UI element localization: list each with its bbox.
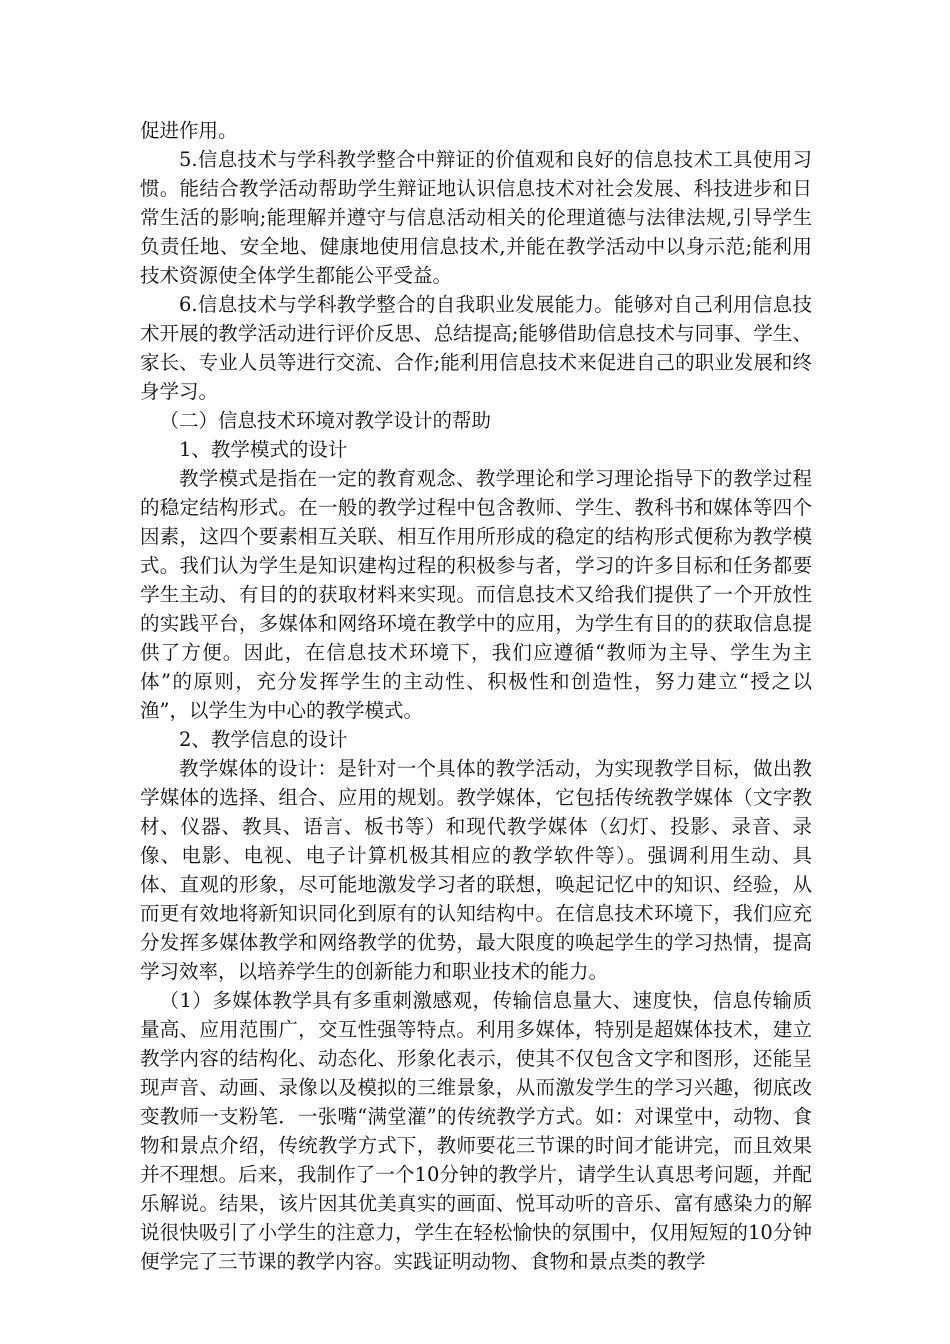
paragraph-item-5: 5.信息技术与学科教学整合中辩证的价值观和良好的信息技术工具使用习惯。能结合教学活动帮助学生辩证地认识信息技术对社会发展、科技进步和日常生活的影响;能理解并遵守与信息活动相关的伦理道德与法律法规,引导学生负责任地、安全地、健康地使用信息技术,并能在教学活动中以身示范;能利用技术资源使全体学生都能公平受益。 (140, 148, 812, 287)
paragraph-teaching-mode: 教学模式是指在一定的教育观念、教学理论和学习理论指导下的教学过程的稳定结构形式。在一般的教学过程中包含教师、学生、教科书和媒体等四个因素，这四个要素相互关联、相互作用所形成的稳定的结构形式便称为教学模式。我们认为学生是知识建构过程的积极参与者，学习的许多目标和任务都要学生主动、有目的的获取材料来实现。而信息技术又给我们提供了一个开放性的实践平台，多媒体和网络环境在教学中的应用，为学生有目的的获取信息提供了方便。因此，在信息技术环境下，我们应遵循“教师为主导、学生为主体”的原则，充分发挥学生的主动性、积极性和创造性，努力建立“授之以渔”，以学生为中心的教学模式。 (140, 467, 812, 722)
subheading-teaching-info: 2、教学信息的设计 (179, 728, 348, 751)
paragraph-continuation: 促进作用。 (140, 119, 238, 142)
paragraph-item-6: 6.信息技术与学科教学整合的自我职业发展能力。能够对自己利用信息技术开展的教学活动进行评价反思、总结提高;能够借助信息技术与同事、学生、家长、专业人员等进行交流、合作;能利用信息技术来促进自己的职业发展和终身学习。 (140, 293, 812, 403)
paragraph-teaching-media: 教学媒体的设计：是针对一个具体的教学活动，为实现教学目标，做出教学媒体的选择、组合、应用的规划。教学媒体，它包括传统教学媒体（文字教材、仪器、教具、语言、板书等）和现代教学媒体（幻灯、投影、录音、录像、电影、电视、电子计算机极其相应的教学软件等）。强调利用生动、具体、直观的形象，尽可能地激发学习者的联想，唤起记忆中的知识、经验，从而更有效地将新知识同化到原有的认知结构中。在信息技术环境下，我们应充分发挥多媒体教学和网络教学的优势，最大限度的唤起学生的学习热情，提高学习效率，以培养学生的创新能力和职业技术的能力。 (140, 757, 812, 983)
section-heading-2: （二）信息技术环境对教学设计的帮助 (159, 409, 492, 432)
document-body (140, 116, 812, 1276)
paragraph-multimedia: （1）多媒体教学具有多重刺激感观，传输信息量大、速度快，信息传输质量高、应用范围广，交互性强等特点。利用多媒体，特别是超媒体技术，建立教学内容的结构化、动态化、形象化表示，使其不仅包含文字和图形，还能呈现声音、动画、录像以及模拟的三维景象，从而激发学生的学习兴趣，彻底改变教师一支粉笔．一张嘴“满堂灌”的传统教学方式。如：对课堂中，动物、食物和景点介绍，传统教学方式下，教师要花三节课的时间才能讲完，而且效果并不理想。后来，我制作了一个10分钟的教学片，请学生认真思考问题，并配乐解说。结果，该片因其优美真实的画面、悦耳动听的音乐、富有感染力的解说很快吸引了小学生的注意力，学生在轻松愉快的氛围中，仅用短短的10分钟便学完了三节课的教学内容。实践证明动物、食物和景点类的教学 (140, 989, 812, 1273)
subheading-teaching-mode: 1、教学模式的设计 (179, 438, 348, 461)
